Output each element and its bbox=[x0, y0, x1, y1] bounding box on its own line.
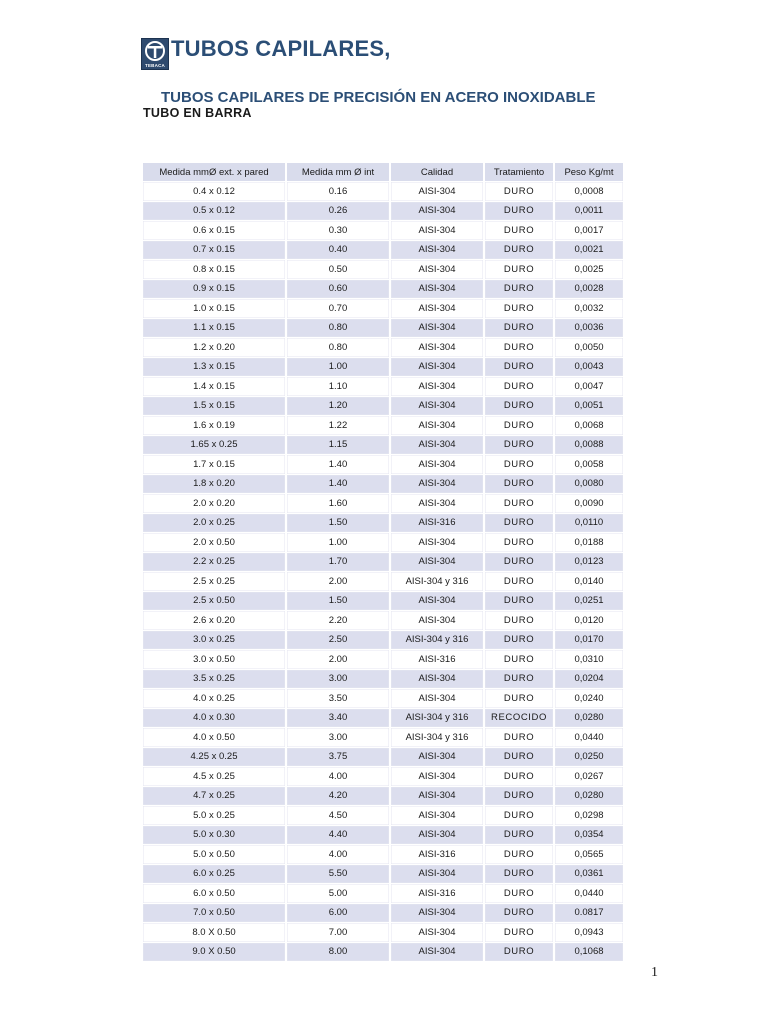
cell-treatment: DURO bbox=[485, 514, 553, 533]
cell-outer-diameter: 2.2 x 0.25 bbox=[143, 553, 285, 572]
cell-treatment: DURO bbox=[485, 182, 553, 201]
cell-treatment: DURO bbox=[485, 416, 553, 435]
cell-weight: 0,0011 bbox=[555, 202, 623, 221]
table-row bbox=[143, 943, 623, 962]
cell-treatment: DURO bbox=[485, 904, 553, 923]
cell-treatment: DURO bbox=[485, 475, 553, 494]
cell-inner-diameter: 4.00 bbox=[287, 845, 389, 864]
cell-inner-diameter: 1.15 bbox=[287, 436, 389, 455]
cell-weight: 0,0120 bbox=[555, 611, 623, 630]
header-inner-diameter: Medida mm Ø int bbox=[287, 163, 389, 181]
cell-inner-diameter: 4.20 bbox=[287, 787, 389, 806]
cell-outer-diameter: 5.0 x 0.25 bbox=[143, 806, 285, 825]
cell-outer-diameter: 1.2 x 0.20 bbox=[143, 338, 285, 357]
table-row bbox=[143, 611, 623, 630]
cell-weight: 0,0032 bbox=[555, 299, 623, 318]
page-subtitle: TUBOS CAPILARES DE PRECISIÓN EN ACERO INOXIDABLE bbox=[161, 89, 596, 106]
cell-inner-diameter: 0.16 bbox=[287, 182, 389, 201]
table-row bbox=[143, 436, 623, 455]
table-row bbox=[143, 787, 623, 806]
cell-inner-diameter: 4.50 bbox=[287, 806, 389, 825]
table-row bbox=[143, 631, 623, 650]
cell-inner-diameter: 7.00 bbox=[287, 923, 389, 942]
cell-treatment: DURO bbox=[485, 494, 553, 513]
cell-quality: AISI-304 bbox=[391, 865, 483, 884]
cell-treatment: DURO bbox=[485, 436, 553, 455]
cell-quality: AISI-304 bbox=[391, 806, 483, 825]
cell-inner-diameter: 1.22 bbox=[287, 416, 389, 435]
cell-quality: AISI-304 bbox=[391, 319, 483, 338]
company-logo bbox=[141, 38, 169, 70]
cell-inner-diameter: 1.40 bbox=[287, 455, 389, 474]
cell-outer-diameter: 0.9 x 0.15 bbox=[143, 280, 285, 299]
table-row bbox=[143, 377, 623, 396]
cell-quality: AISI-304 bbox=[391, 280, 483, 299]
cell-inner-diameter: 5.50 bbox=[287, 865, 389, 884]
cell-quality: AISI-304 y 316 bbox=[391, 572, 483, 591]
cell-outer-diameter: 1.6 x 0.19 bbox=[143, 416, 285, 435]
cell-quality: AISI-304 bbox=[391, 338, 483, 357]
cell-quality: AISI-316 bbox=[391, 514, 483, 533]
cell-inner-diameter: 4.00 bbox=[287, 767, 389, 786]
table-row bbox=[143, 299, 623, 318]
cell-treatment: DURO bbox=[485, 806, 553, 825]
cell-quality: AISI-316 bbox=[391, 884, 483, 903]
cell-weight: 0,0188 bbox=[555, 533, 623, 552]
cell-weight: 0,0043 bbox=[555, 358, 623, 377]
cell-outer-diameter: 4.7 x 0.25 bbox=[143, 787, 285, 806]
cell-outer-diameter: 2.6 x 0.20 bbox=[143, 611, 285, 630]
cell-weight: 0,0017 bbox=[555, 221, 623, 240]
cell-quality: AISI-304 bbox=[391, 787, 483, 806]
cell-weight: 0,0090 bbox=[555, 494, 623, 513]
header-outer-diameter: Medida mmØ ext. x pared bbox=[143, 163, 285, 181]
table-row bbox=[143, 865, 623, 884]
cell-outer-diameter: 7.0 x 0.50 bbox=[143, 904, 285, 923]
cell-quality: AISI-304 bbox=[391, 416, 483, 435]
cell-quality: AISI-304 bbox=[391, 475, 483, 494]
cell-treatment: DURO bbox=[485, 728, 553, 747]
cell-quality: AISI-304 bbox=[391, 260, 483, 279]
cell-outer-diameter: 0.5 x 0.12 bbox=[143, 202, 285, 221]
cell-treatment: DURO bbox=[485, 865, 553, 884]
cell-treatment: DURO bbox=[485, 533, 553, 552]
cell-treatment: DURO bbox=[485, 202, 553, 221]
cell-weight: 0,0354 bbox=[555, 826, 623, 845]
cell-treatment: DURO bbox=[485, 943, 553, 962]
cell-weight: 0,0036 bbox=[555, 319, 623, 338]
cell-treatment: DURO bbox=[485, 260, 553, 279]
cell-inner-diameter: 3.00 bbox=[287, 728, 389, 747]
header-quality: Calidad bbox=[391, 163, 483, 181]
cell-quality: AISI-304 bbox=[391, 670, 483, 689]
table-body bbox=[143, 182, 623, 961]
cell-inner-diameter: 3.40 bbox=[287, 709, 389, 728]
cell-weight: 0,0310 bbox=[555, 650, 623, 669]
table-row bbox=[143, 728, 623, 747]
table-row bbox=[143, 884, 623, 903]
cell-treatment: DURO bbox=[485, 631, 553, 650]
cell-quality: AISI-304 bbox=[391, 767, 483, 786]
logo-mark-icon bbox=[142, 39, 168, 63]
cell-quality: AISI-304 bbox=[391, 592, 483, 611]
cell-inner-diameter: 1.10 bbox=[287, 377, 389, 396]
table-row bbox=[143, 416, 623, 435]
cell-outer-diameter: 1.0 x 0.15 bbox=[143, 299, 285, 318]
cell-quality: AISI-304 bbox=[391, 377, 483, 396]
cell-quality: AISI-304 bbox=[391, 904, 483, 923]
cell-inner-diameter: 2.00 bbox=[287, 650, 389, 669]
cell-weight: 0,0361 bbox=[555, 865, 623, 884]
cell-weight: 0,0280 bbox=[555, 787, 623, 806]
cell-quality: AISI-304 y 316 bbox=[391, 709, 483, 728]
cell-treatment: DURO bbox=[485, 689, 553, 708]
cell-outer-diameter: 4.5 x 0.25 bbox=[143, 767, 285, 786]
cell-treatment: DURO bbox=[485, 748, 553, 767]
cell-weight: 0,1068 bbox=[555, 943, 623, 962]
cell-quality: AISI-304 bbox=[391, 553, 483, 572]
table-header-row bbox=[143, 163, 623, 181]
table-row bbox=[143, 182, 623, 201]
table-row bbox=[143, 572, 623, 591]
table-row bbox=[143, 553, 623, 572]
cell-outer-diameter: 8.0 X 0.50 bbox=[143, 923, 285, 942]
cell-outer-diameter: 9.0 X 0.50 bbox=[143, 943, 285, 962]
table-row bbox=[143, 748, 623, 767]
cell-weight: 0,0080 bbox=[555, 475, 623, 494]
cell-inner-diameter: 0.50 bbox=[287, 260, 389, 279]
cell-treatment: DURO bbox=[485, 319, 553, 338]
cell-inner-diameter: 4.40 bbox=[287, 826, 389, 845]
cell-weight: 0,0140 bbox=[555, 572, 623, 591]
cell-inner-diameter: 0.60 bbox=[287, 280, 389, 299]
table-row bbox=[143, 338, 623, 357]
cell-weight: 0,0028 bbox=[555, 280, 623, 299]
cell-outer-diameter: 2.0 x 0.20 bbox=[143, 494, 285, 513]
cell-outer-diameter: 4.0 x 0.25 bbox=[143, 689, 285, 708]
cell-weight: 0,0280 bbox=[555, 709, 623, 728]
cell-weight: 0,0068 bbox=[555, 416, 623, 435]
cell-weight: 0,0088 bbox=[555, 436, 623, 455]
table-row bbox=[143, 670, 623, 689]
cell-inner-diameter: 3.00 bbox=[287, 670, 389, 689]
cell-inner-diameter: 0.70 bbox=[287, 299, 389, 318]
cell-inner-diameter: 1.00 bbox=[287, 533, 389, 552]
cell-quality: AISI-304 bbox=[391, 923, 483, 942]
cell-outer-diameter: 4.25 x 0.25 bbox=[143, 748, 285, 767]
cell-quality: AISI-304 bbox=[391, 689, 483, 708]
cell-quality: AISI-316 bbox=[391, 845, 483, 864]
cell-treatment: DURO bbox=[485, 650, 553, 669]
table-row bbox=[143, 767, 623, 786]
cell-weight: 0,0047 bbox=[555, 377, 623, 396]
section-title: TUBO EN BARRA bbox=[143, 106, 252, 120]
cell-inner-diameter: 0.30 bbox=[287, 221, 389, 240]
cell-treatment: DURO bbox=[485, 299, 553, 318]
cell-inner-diameter: 1.00 bbox=[287, 358, 389, 377]
table-row bbox=[143, 689, 623, 708]
cell-outer-diameter: 1.3 x 0.15 bbox=[143, 358, 285, 377]
cell-outer-diameter: 4.0 x 0.30 bbox=[143, 709, 285, 728]
table-row bbox=[143, 533, 623, 552]
cell-weight: 0,0440 bbox=[555, 884, 623, 903]
cell-weight: 0,0021 bbox=[555, 241, 623, 260]
table-row bbox=[143, 319, 623, 338]
cell-outer-diameter: 1.4 x 0.15 bbox=[143, 377, 285, 396]
cell-outer-diameter: 4.0 x 0.50 bbox=[143, 728, 285, 747]
table-row bbox=[143, 826, 623, 845]
page-title: TUBOS CAPILARES, bbox=[171, 36, 391, 61]
cell-outer-diameter: 1.1 x 0.15 bbox=[143, 319, 285, 338]
specifications-table bbox=[141, 162, 625, 962]
cell-outer-diameter: 3.0 x 0.50 bbox=[143, 650, 285, 669]
table-row bbox=[143, 260, 623, 279]
cell-quality: AISI-316 bbox=[391, 650, 483, 669]
cell-inner-diameter: 8.00 bbox=[287, 943, 389, 962]
cell-treatment: RECOCIDO bbox=[485, 709, 553, 728]
cell-inner-diameter: 5.00 bbox=[287, 884, 389, 903]
cell-treatment: DURO bbox=[485, 611, 553, 630]
cell-quality: AISI-304 bbox=[391, 241, 483, 260]
cell-outer-diameter: 0.8 x 0.15 bbox=[143, 260, 285, 279]
cell-outer-diameter: 2.5 x 0.50 bbox=[143, 592, 285, 611]
cell-inner-diameter: 2.20 bbox=[287, 611, 389, 630]
cell-weight: 0,0170 bbox=[555, 631, 623, 650]
table-row bbox=[143, 923, 623, 942]
table-row bbox=[143, 280, 623, 299]
cell-inner-diameter: 0.40 bbox=[287, 241, 389, 260]
cell-treatment: DURO bbox=[485, 455, 553, 474]
table-row bbox=[143, 455, 623, 474]
table-row bbox=[143, 494, 623, 513]
cell-treatment: DURO bbox=[485, 826, 553, 845]
cell-treatment: DURO bbox=[485, 592, 553, 611]
header-treatment: Tratamiento bbox=[485, 163, 553, 181]
cell-outer-diameter: 6.0 x 0.50 bbox=[143, 884, 285, 903]
cell-weight: 0,0123 bbox=[555, 553, 623, 572]
cell-inner-diameter: 0.80 bbox=[287, 338, 389, 357]
cell-inner-diameter: 2.50 bbox=[287, 631, 389, 650]
cell-outer-diameter: 5.0 x 0.50 bbox=[143, 845, 285, 864]
cell-outer-diameter: 5.0 x 0.30 bbox=[143, 826, 285, 845]
cell-weight: 0.0817 bbox=[555, 904, 623, 923]
cell-inner-diameter: 3.50 bbox=[287, 689, 389, 708]
cell-quality: AISI-304 bbox=[391, 826, 483, 845]
cell-inner-diameter: 1.70 bbox=[287, 553, 389, 572]
cell-inner-diameter: 1.40 bbox=[287, 475, 389, 494]
cell-treatment: DURO bbox=[485, 397, 553, 416]
cell-quality: AISI-304 bbox=[391, 494, 483, 513]
cell-quality: AISI-304 bbox=[391, 943, 483, 962]
cell-outer-diameter: 0.4 x 0.12 bbox=[143, 182, 285, 201]
cell-inner-diameter: 1.60 bbox=[287, 494, 389, 513]
cell-treatment: DURO bbox=[485, 767, 553, 786]
logo-text: TEBACA bbox=[145, 63, 165, 68]
table-row bbox=[143, 650, 623, 669]
cell-inner-diameter: 2.00 bbox=[287, 572, 389, 591]
cell-outer-diameter: 3.5 x 0.25 bbox=[143, 670, 285, 689]
cell-weight: 0,0240 bbox=[555, 689, 623, 708]
cell-outer-diameter: 1.7 x 0.15 bbox=[143, 455, 285, 474]
table-row bbox=[143, 592, 623, 611]
cell-inner-diameter: 3.75 bbox=[287, 748, 389, 767]
cell-outer-diameter: 2.0 x 0.50 bbox=[143, 533, 285, 552]
cell-weight: 0,0050 bbox=[555, 338, 623, 357]
cell-quality: AISI-304 bbox=[391, 221, 483, 240]
cell-outer-diameter: 1.8 x 0.20 bbox=[143, 475, 285, 494]
cell-quality: AISI-304 bbox=[391, 358, 483, 377]
table-row bbox=[143, 241, 623, 260]
cell-outer-diameter: 2.0 x 0.25 bbox=[143, 514, 285, 533]
cell-quality: AISI-304 bbox=[391, 182, 483, 201]
cell-treatment: DURO bbox=[485, 377, 553, 396]
table-row bbox=[143, 397, 623, 416]
table-row bbox=[143, 904, 623, 923]
cell-quality: AISI-304 bbox=[391, 436, 483, 455]
cell-inner-diameter: 1.50 bbox=[287, 592, 389, 611]
table-row bbox=[143, 475, 623, 494]
table-row bbox=[143, 358, 623, 377]
cell-treatment: DURO bbox=[485, 221, 553, 240]
table-row bbox=[143, 202, 623, 221]
cell-treatment: DURO bbox=[485, 884, 553, 903]
table-row bbox=[143, 221, 623, 240]
table-row bbox=[143, 845, 623, 864]
cell-inner-diameter: 0.26 bbox=[287, 202, 389, 221]
cell-treatment: DURO bbox=[485, 670, 553, 689]
page-number: 1 bbox=[651, 965, 658, 980]
cell-weight: 0,0440 bbox=[555, 728, 623, 747]
cell-treatment: DURO bbox=[485, 358, 553, 377]
cell-treatment: DURO bbox=[485, 241, 553, 260]
cell-weight: 0,0943 bbox=[555, 923, 623, 942]
cell-quality: AISI-304 bbox=[391, 533, 483, 552]
cell-treatment: DURO bbox=[485, 845, 553, 864]
cell-quality: AISI-304 bbox=[391, 611, 483, 630]
cell-outer-diameter: 1.5 x 0.15 bbox=[143, 397, 285, 416]
cell-weight: 0,0267 bbox=[555, 767, 623, 786]
cell-quality: AISI-304 y 316 bbox=[391, 728, 483, 747]
table-row bbox=[143, 709, 623, 728]
table-row bbox=[143, 514, 623, 533]
cell-inner-diameter: 1.50 bbox=[287, 514, 389, 533]
cell-outer-diameter: 6.0 x 0.25 bbox=[143, 865, 285, 884]
cell-weight: 0,0110 bbox=[555, 514, 623, 533]
cell-weight: 0,0058 bbox=[555, 455, 623, 474]
cell-weight: 0,0051 bbox=[555, 397, 623, 416]
cell-quality: AISI-304 bbox=[391, 397, 483, 416]
cell-outer-diameter: 3.0 x 0.25 bbox=[143, 631, 285, 650]
cell-treatment: DURO bbox=[485, 338, 553, 357]
cell-quality: AISI-304 bbox=[391, 748, 483, 767]
cell-treatment: DURO bbox=[485, 923, 553, 942]
header-weight: Peso Kg/mt bbox=[555, 163, 623, 181]
cell-quality: AISI-304 bbox=[391, 202, 483, 221]
cell-quality: AISI-304 bbox=[391, 455, 483, 474]
cell-outer-diameter: 1.65 x 0.25 bbox=[143, 436, 285, 455]
cell-treatment: DURO bbox=[485, 572, 553, 591]
cell-quality: AISI-304 y 316 bbox=[391, 631, 483, 650]
table-row bbox=[143, 806, 623, 825]
cell-weight: 0,0565 bbox=[555, 845, 623, 864]
cell-weight: 0,0250 bbox=[555, 748, 623, 767]
cell-treatment: DURO bbox=[485, 553, 553, 572]
cell-quality: AISI-304 bbox=[391, 299, 483, 318]
cell-inner-diameter: 6.00 bbox=[287, 904, 389, 923]
cell-weight: 0,0204 bbox=[555, 670, 623, 689]
cell-inner-diameter: 0.80 bbox=[287, 319, 389, 338]
cell-weight: 0,0251 bbox=[555, 592, 623, 611]
cell-weight: 0,0025 bbox=[555, 260, 623, 279]
cell-weight: 0,0008 bbox=[555, 182, 623, 201]
cell-outer-diameter: 2.5 x 0.25 bbox=[143, 572, 285, 591]
cell-outer-diameter: 0.7 x 0.15 bbox=[143, 241, 285, 260]
cell-treatment: DURO bbox=[485, 280, 553, 299]
cell-treatment: DURO bbox=[485, 787, 553, 806]
cell-outer-diameter: 0.6 x 0.15 bbox=[143, 221, 285, 240]
cell-inner-diameter: 1.20 bbox=[287, 397, 389, 416]
cell-weight: 0,0298 bbox=[555, 806, 623, 825]
